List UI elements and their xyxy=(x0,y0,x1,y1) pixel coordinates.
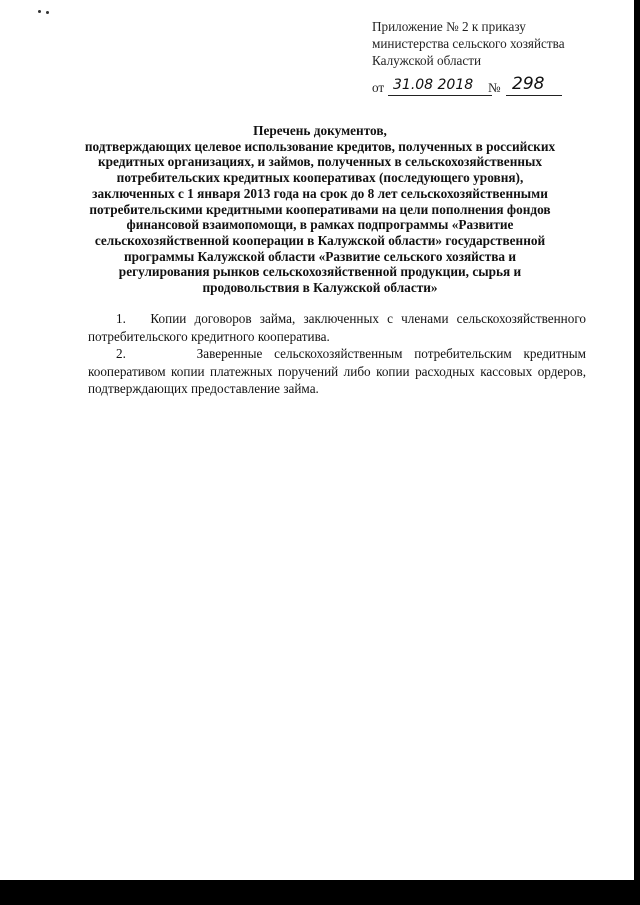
date-prefix: от xyxy=(372,80,385,95)
document-list xyxy=(88,310,586,398)
number-underline xyxy=(506,95,562,96)
item-number: 2. xyxy=(116,346,126,361)
title-line: кредитных организациях, и займов, полученных в сельскохозяйственных xyxy=(97,154,543,170)
title-line: заключенных с 1 января 2013 года на срок до 8 лет сельскохозяйственными xyxy=(92,185,548,201)
title-line: продовольствия в Калужской области» xyxy=(202,280,438,296)
list-item xyxy=(88,345,586,398)
title-line: программы Калужской области «Развитие сельского хозяйства и xyxy=(123,248,517,264)
scan-speck xyxy=(46,11,49,14)
document-title xyxy=(80,123,560,296)
appendix-header xyxy=(372,18,612,69)
header-line: министерства сельского хозяйства xyxy=(372,36,565,51)
title-line: сельскохозяйственной кооперации в Калужской области» государственной xyxy=(94,232,546,248)
order-date-number xyxy=(372,74,612,98)
item-text: Копии договоров займа, заключенных с членами сельскохозяйственного потребительского кредитного кооператива. xyxy=(88,311,587,344)
title-line: подтверждающих целевое использование кредитов, полученных в российских xyxy=(84,138,556,154)
date-underline xyxy=(388,95,492,96)
title-line: регулирования рынков сельскохозяйственной продукции, сырья и xyxy=(118,264,522,280)
number-prefix: № xyxy=(488,80,501,95)
scan-speck xyxy=(38,10,41,13)
header-line: Приложение № 2 к приказу xyxy=(372,19,526,34)
title-line: Перечень документов, xyxy=(253,123,387,138)
handwritten-date: 31.08 2018 xyxy=(393,77,474,93)
item-text: Заверенные сельскохозяйственным потребительским кредитным кооперативом копии платежных поручений либо копии расходных кассовых ордеров, подтверждающих предоставление займа. xyxy=(88,346,586,396)
title-line: финансовой взаимопомощи, в рамках подпрограммы «Развитие xyxy=(126,217,514,233)
title-line: потребительских кредитных кооперативах (последующего уровня), xyxy=(116,170,524,186)
header-line: Калужской области xyxy=(372,53,482,68)
item-number: 1. xyxy=(116,311,126,326)
scan-border-bottom xyxy=(0,880,640,905)
title-line: потребительскими кредитными кооперативами на цели пополнения фондов xyxy=(89,201,551,217)
scan-border-right xyxy=(634,0,640,905)
handwritten-number: 298 xyxy=(512,74,545,94)
list-item xyxy=(88,310,586,345)
